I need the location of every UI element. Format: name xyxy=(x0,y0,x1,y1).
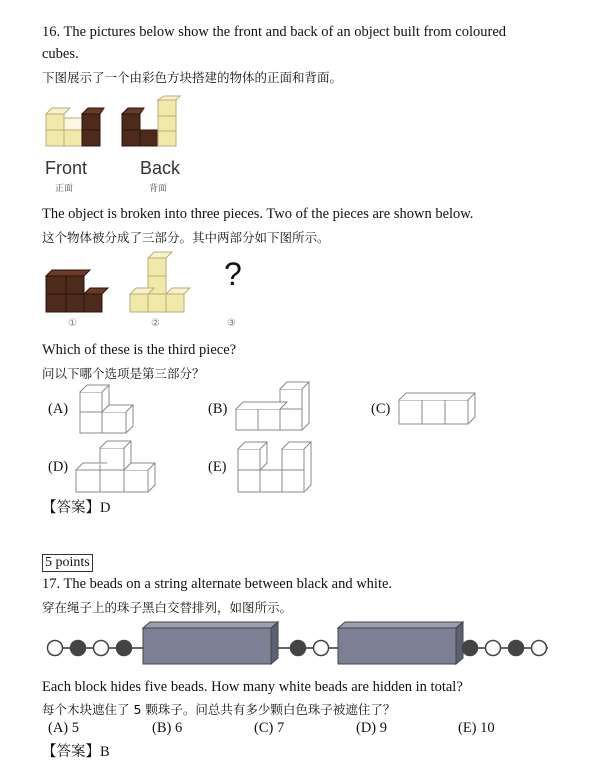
hiding-block-2 xyxy=(338,622,463,664)
q17-text xyxy=(42,576,392,593)
q16-pieces-text-zh: 这个物体被分成了三部分。其中两部分如下图所示。 xyxy=(42,230,330,245)
q17-block-text-zh: 每个木块遮住了 5 颗珠子。问总共有多少颗白色珠子被遮住了？ xyxy=(42,702,396,717)
piece-2-image xyxy=(128,248,192,316)
choice-a[interactable]: (A) 5 xyxy=(48,720,80,736)
piece-3-label: ③ xyxy=(227,318,236,329)
q17-answer: 【答案】B xyxy=(42,744,110,760)
bead-white xyxy=(48,641,63,656)
back-view-image xyxy=(120,96,184,150)
hiding-block-1 xyxy=(143,622,278,664)
q17-points-badge: 5 points xyxy=(42,554,93,572)
piece-1-label: ① xyxy=(68,318,77,329)
choice-b[interactable]: (B) 6 xyxy=(152,720,183,736)
bead-black xyxy=(71,641,86,656)
q17-prompt: The beads on a string alternate between black and white. xyxy=(63,576,393,592)
back-label-zh: 背面 xyxy=(149,184,168,194)
option-b-image[interactable] xyxy=(234,381,308,435)
bead-black xyxy=(291,641,306,656)
back-label: Back xyxy=(140,158,181,178)
q16-question-zh: 问以下哪个选项是第三部分？ xyxy=(42,366,205,381)
front-label-zh: 正面 xyxy=(55,184,74,194)
bead-white xyxy=(94,641,109,656)
q16-text-line1 xyxy=(42,24,506,41)
choice-e[interactable]: (E) 10 xyxy=(458,720,495,736)
choice-c[interactable]: (C) 7 xyxy=(254,720,285,736)
option-c-image[interactable] xyxy=(398,393,476,427)
bead-string-image xyxy=(40,618,560,668)
piece-3-question-mark: ? xyxy=(224,256,242,292)
q17-number: 17. xyxy=(42,576,61,592)
q16-pieces-text: The object is broken into three pieces. Two of the pieces are shown below. xyxy=(42,206,474,222)
bead-white xyxy=(486,641,501,656)
front-label: Front xyxy=(45,158,88,178)
q16-answer: 【答案】D xyxy=(42,500,111,516)
bead-black xyxy=(117,641,132,656)
option-a-label[interactable]: (A) xyxy=(48,401,69,417)
bead-black xyxy=(509,641,524,656)
q16-question: Which of these is the third piece? xyxy=(42,342,237,358)
option-e-label[interactable]: (E) xyxy=(208,459,227,475)
option-c-label[interactable]: (C) xyxy=(371,401,391,417)
bead-white xyxy=(314,641,329,656)
option-e-image[interactable] xyxy=(236,438,310,496)
q17-block-text: Each block hides five beads. How many white beads are hidden in total? xyxy=(42,679,463,695)
bead-black xyxy=(463,641,478,656)
choice-d[interactable]: (D) 9 xyxy=(356,720,388,736)
option-d-label[interactable]: (D) xyxy=(48,459,69,475)
q16-number: 16. xyxy=(42,24,61,40)
option-d-image[interactable] xyxy=(74,440,152,494)
option-a-image[interactable] xyxy=(78,383,132,437)
q17-text-zh: 穿在绳子上的珠子黑白交替排列，如图所示。 xyxy=(42,600,293,615)
q16-text-line2: cubes. xyxy=(42,46,79,62)
bead-white xyxy=(532,641,547,656)
front-view-image xyxy=(44,96,104,150)
piece-1-image xyxy=(44,262,110,316)
q16-text-zh: 下图展示了一个由彩色方块搭建的物体的正面和背面。 xyxy=(42,70,343,85)
option-b-label[interactable]: (B) xyxy=(208,401,228,417)
piece-2-label: ② xyxy=(151,318,160,329)
q16-prompt: The pictures below show the front and back of an object built from coloured xyxy=(63,24,507,40)
